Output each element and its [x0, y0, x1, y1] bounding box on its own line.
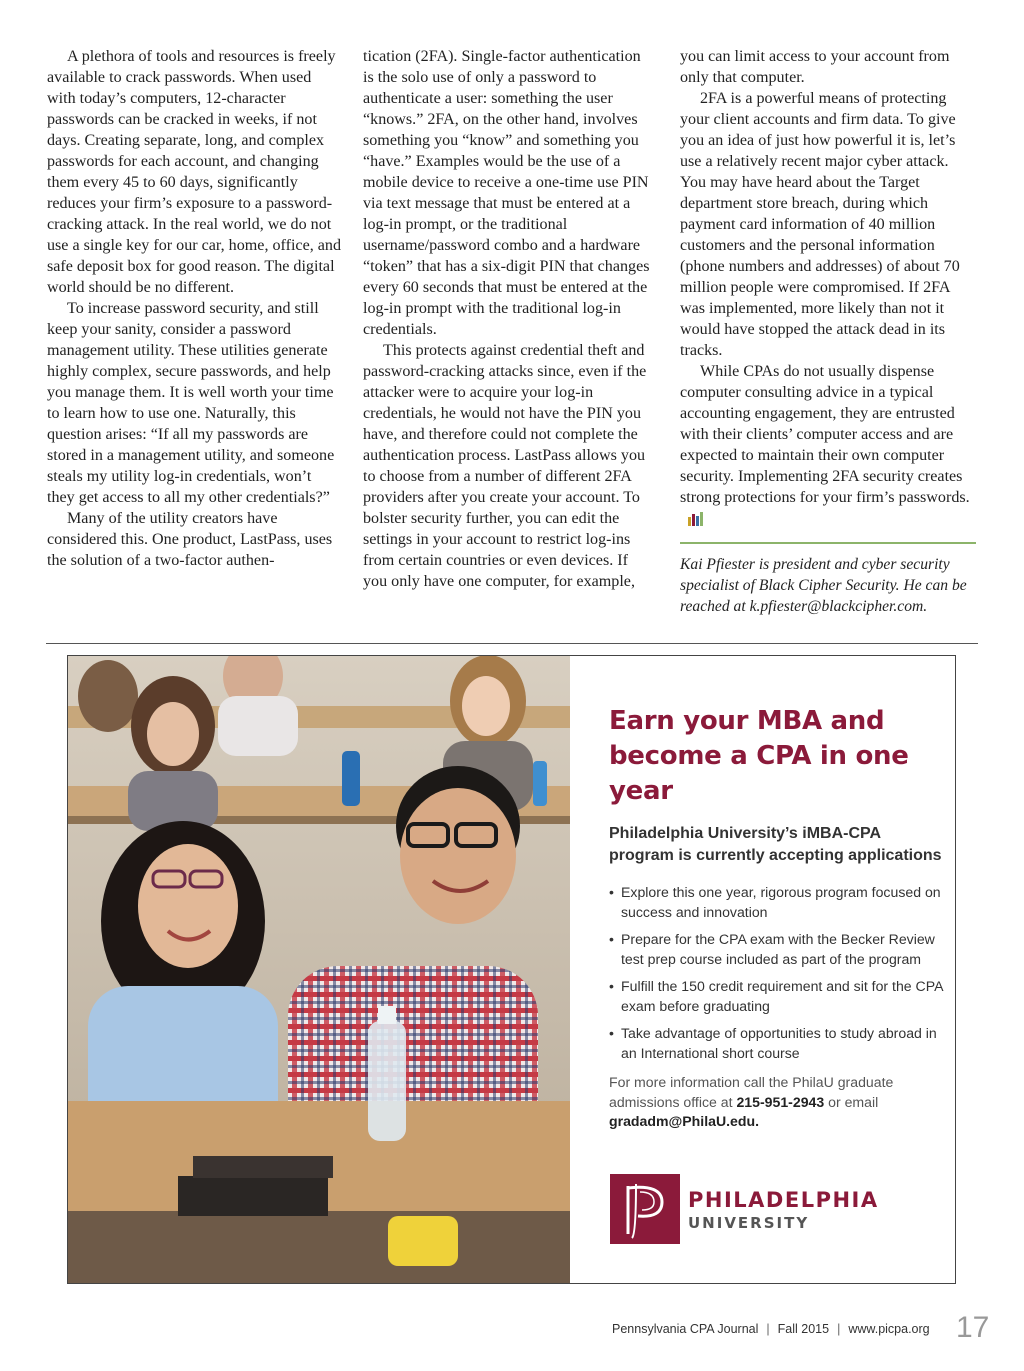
- ad-headline-line-1: Earn your MBA and: [609, 706, 885, 736]
- logo-name: PHILADELPHIA: [688, 1188, 879, 1212]
- bullet-icon: •: [609, 978, 614, 994]
- university-shield-icon: [610, 1174, 680, 1244]
- article-paragraph: 2FA is a powerful means of protecting your client accounts and firm data. To give you an idea of just how powerful it is, let’s use a relatively recent major cyber attack. You may have heard about the Target department store breach, during which payment card information of 40 million customers and the personal information (phone numbers and addresses) of about 70 million people were compromised. If 2FA was implemented, more likely than not it would have stopped the attack dead in its tracks.: [680, 90, 960, 359]
- philadelphia-university-logo: [610, 1174, 910, 1244]
- footer-separator: |: [837, 1322, 841, 1336]
- ad-headline: [609, 704, 949, 809]
- article-paragraph: tication (2FA). Single-factor authentication is the solo use of only a password to authenticate a user: something the user “knows.” 2FA, on the other hand, involves something you “know” and something you “have.” Examples would be the use of a mobile device to receive a one-time use PIN via text message that must be entered at a log-in prompt, or the traditional username/password combo and a hardware “token” that has a six-digit PIN that changes every 60 seconds that must be entered at the log-in prompt with the traditional log-in credentials.: [363, 48, 650, 338]
- ad-bullet-item: [609, 930, 949, 969]
- ad-phone[interactable]: 215-951-2943: [736, 1093, 825, 1110]
- ad-bullet-item: [609, 977, 949, 1016]
- article-paragraph: A plethora of tools and resources is freely available to crack passwords. When used with today’s computers, 12-character passwords can be cracked in weeks, if not days. Creating separate, long, and complex passwords for each account, and changing them every 45 to 60 days, significantly reduces your firm’s exposure to a password-cracking attack. In the real world, we do not use a single key for our car, home, office, and safe deposit box for good reason. The digital world should be no different.: [47, 48, 342, 296]
- page-footer: [612, 1322, 930, 1336]
- ad-bullet-list: [609, 883, 949, 1063]
- bullet-icon: •: [609, 931, 614, 947]
- ad-bullet-text: Take advantage of opportunities to study abroad in an International short course: [621, 1025, 937, 1061]
- article-paragraph: [680, 361, 978, 529]
- end-of-article-icon: [686, 512, 704, 526]
- logo-subtitle: UNIVERSITY: [688, 1214, 810, 1232]
- ad-subheadline: Philadelphia University’s iMBA-CPA program is currently accepting applications: [609, 825, 942, 864]
- ad-bullet-item: [609, 883, 949, 922]
- article-column-3: [680, 46, 978, 617]
- author-bio: Kai Pfiester is president and cyber security specialist of Black Cipher Security. He can be reached at k.pfiester@blackcipher.com.: [680, 556, 967, 615]
- journal-name: Pennsylvania CPA Journal: [612, 1322, 759, 1336]
- bullet-icon: •: [609, 1025, 614, 1041]
- page-number: 17: [956, 1311, 990, 1344]
- article-paragraph: Many of the utility creators have considered this. One product, LastPass, uses the solution of a two-factor authen-: [47, 510, 333, 569]
- ad-contact-middle: or email: [824, 1093, 879, 1110]
- website-link[interactable]: www.picpa.org: [848, 1322, 930, 1336]
- ad-bullet-text: Fulfill the 150 credit requirement and sit for the CPA exam before graduating: [621, 978, 943, 1014]
- article-paragraph: This protects against credential theft and password-cracking attacks since, even if the attacker were to acquire your log-in credentials, he would not have the PIN you have, and therefore could not complete the authentication process. LastPass allows you to choose from a number of different 2FA providers after you create your account. To bolster security further, you can edit the settings in your account to restrict log-ins from certain countries or even devices. If you only have one computer, for example,: [363, 342, 647, 590]
- ad-copy: [609, 704, 949, 1132]
- section-divider: [46, 643, 978, 644]
- advertisement: [67, 655, 956, 1284]
- bio-divider: [680, 542, 976, 544]
- classroom-photo-illustration: [68, 656, 570, 1283]
- article-paragraph-text: While CPAs do not usually dispense computer consulting advice in a typical accounting engagement, they are entrusted with their clients’ computer access and are expected to maintain their own computer security. Implementing 2FA security creates strong protections for your firm’s passwords.: [680, 363, 970, 506]
- ad-bullet-text: Explore this one year, rigorous program focused on success and innovation: [621, 884, 941, 920]
- ad-bullet-item: [609, 1024, 949, 1063]
- article-column-1: [47, 46, 342, 571]
- ad-email-link[interactable]: gradadm@PhilaU.edu.: [609, 1113, 760, 1129]
- ad-bullet-text: Prepare for the CPA exam with the Becker Review test prep course included as part of the program: [621, 931, 935, 967]
- article-paragraph: you can limit access to your account from only that computer.: [680, 48, 950, 86]
- ad-contact-prefix: For more information call the PhilaU graduate admissions office at: [609, 1074, 894, 1110]
- ad-headline-line-2: become a CPA in one year: [609, 741, 909, 806]
- article-paragraph: To increase password security, and still keep your sanity, consider a password management utility. These utilities generate highly complex, secure passwords, and help you manage them. It is well worth your time to learn how to use one. Naturally, this question arises: “If all my passwords are stored in a management utility, and someone steals my utility log-in credentials, won’t they get access to all my other credentials?”: [47, 300, 335, 506]
- bullet-icon: •: [609, 884, 614, 900]
- issue-label: Fall 2015: [777, 1322, 830, 1336]
- ad-classroom-photo: [68, 656, 570, 1283]
- article-column-2: [363, 46, 655, 592]
- footer-separator: |: [766, 1322, 770, 1336]
- ad-contact-info: [609, 1073, 949, 1132]
